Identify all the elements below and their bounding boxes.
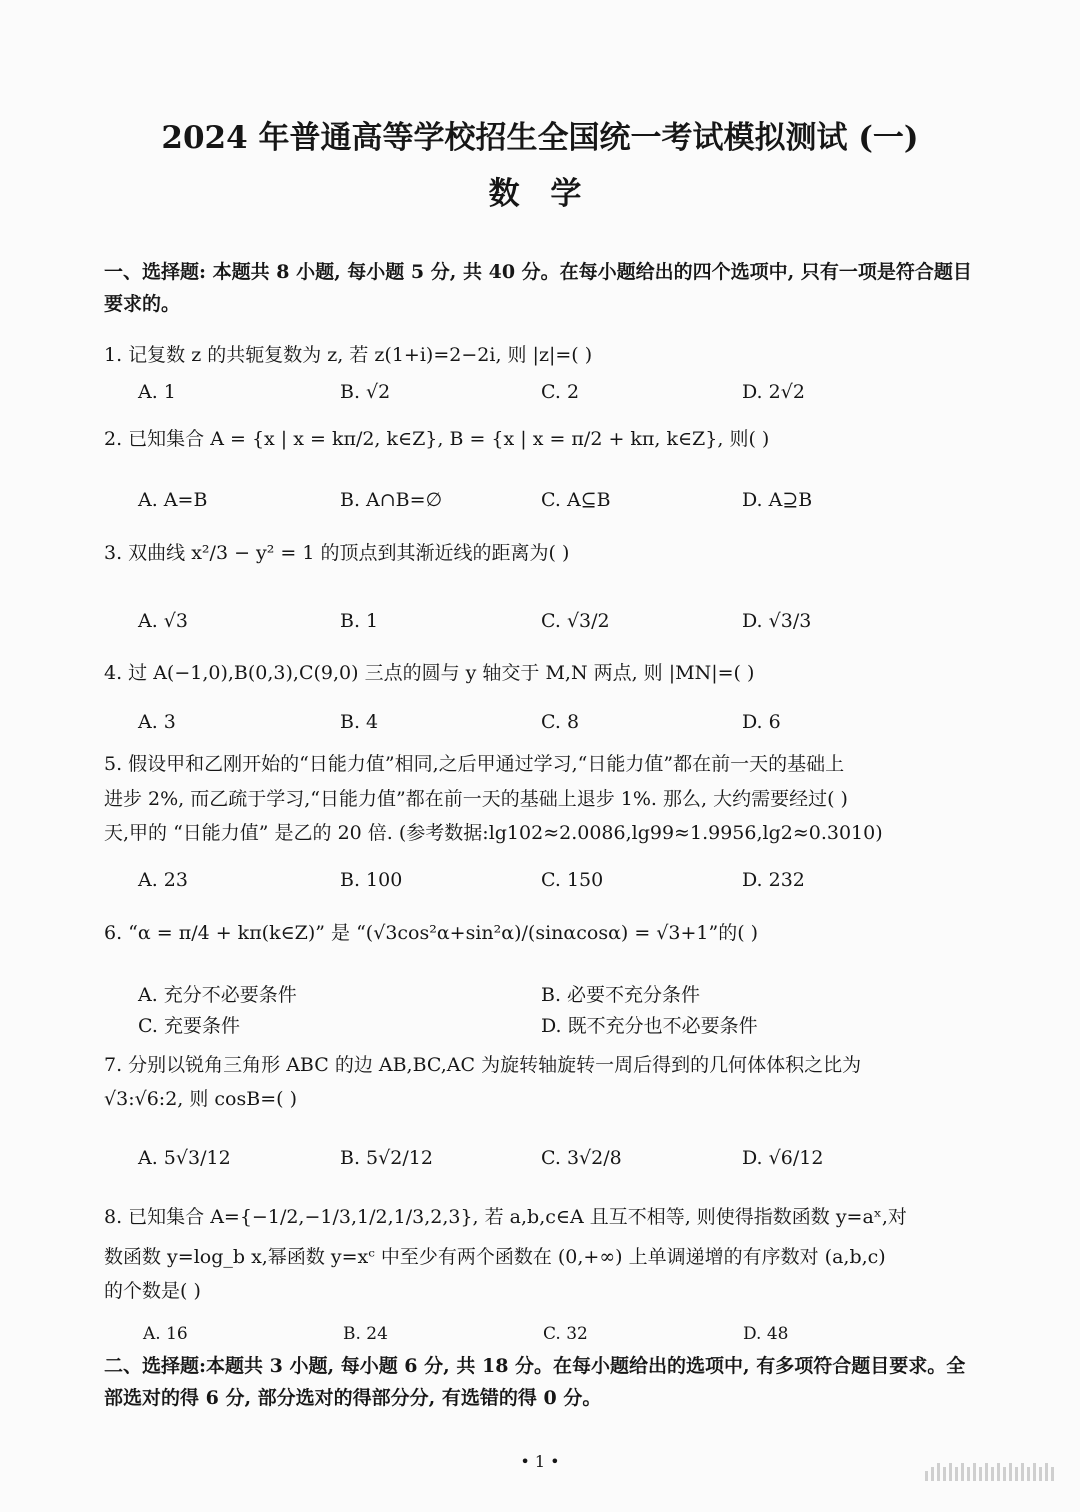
- q2-option-a: A. A=B: [138, 489, 208, 511]
- question-2-stem: 2. 已知集合 A = {x | x = kπ/2, k∈Z}, B = {x | x = π/2 + kπ, k∈Z}, 则( ): [104, 428, 770, 450]
- q4-option-b: B. 4: [340, 711, 379, 733]
- question-8-line-2: 数函数 y=log_b x,幂函数 y=xᶜ 中至少有两个函数在 (0,+∞) 上单调递增的有序数对 (a,b,c): [104, 1246, 886, 1268]
- q7-option-d: D. √6/12: [742, 1147, 824, 1169]
- question-7-line-1: 7. 分别以锐角三角形 ABC 的边 AB,BC,AC 为旋转轴旋转一周后得到的几何体体积之比为: [104, 1054, 862, 1076]
- question-8-line-1: 8. 已知集合 A={−1/2,−1/3,1/2,1/3,2,3}, 若 a,b,c∈A 且互不相等, 则使得指数函数 y=aˣ,对: [104, 1206, 907, 1228]
- section-2-heading: 二、选择题:本题共 3 小题, 每小题 6 分, 共 18 分。在每小题给出的选项中, 有多项符合题目要求。全部选对的得 6 分, 部分选对的得部分分, 有选错的得 0 分。: [104, 1355, 966, 1409]
- q5-option-a: A. 23: [138, 869, 188, 891]
- question-5-line-2: 进步 2%, 而乙疏于学习,“日能力值”都在前一天的基础上退步 1%. 那么, 大约需要经过( ): [104, 788, 848, 810]
- question-3-stem: 3. 双曲线 x²/3 − y² = 1 的顶点到其渐近线的距离为( ): [104, 542, 570, 564]
- exam-title: 2024 年普通高等学校招生全国统一考试模拟测试 (一): [161, 120, 919, 156]
- question-1-stem: 1. 记复数 z 的共轭复数为 z, 若 z(1+i)=2−2i, 则 |z|=( ): [104, 344, 593, 366]
- q4-option-c: C. 8: [541, 711, 580, 733]
- q5-option-c: C. 150: [541, 869, 604, 891]
- q7-option-c: C. 3√2/8: [541, 1147, 622, 1169]
- watermark-bars: [925, 1463, 1054, 1481]
- page-number: • 1 •: [520, 1452, 560, 1471]
- q3-option-c: C. √3/2: [541, 610, 610, 632]
- question-4-stem: 4. 过 A(−1,0),B(0,3),C(9,0) 三点的圆与 y 轴交于 M,N 两点, 则 |MN|=( ): [104, 662, 755, 684]
- q2-option-d: D. A⊇B: [742, 489, 813, 511]
- q2-set-a: A = {x | x = kπ/2, k∈Z}: [210, 428, 438, 450]
- q6-option-c: C. 充要条件: [138, 1015, 240, 1037]
- q4-option-a: A. 3: [138, 711, 176, 733]
- q7-option-b: B. 5√2/12: [340, 1147, 433, 1169]
- question-5-line-1: 5. 假设甲和乙刚开始的“日能力值”相同,之后甲通过学习,“日能力值”都在前一天的基础上: [104, 753, 845, 775]
- q2-option-c: C. A⊆B: [541, 489, 611, 511]
- q8-option-d: D. 48: [743, 1324, 789, 1344]
- q3-option-d: D. √3/3: [742, 610, 812, 632]
- subject-title: 数 学: [488, 176, 592, 212]
- q8-option-c: C. 32: [543, 1324, 588, 1344]
- q1-option-a: A. 1: [138, 381, 176, 403]
- question-5-line-3: 天,甲的 “日能力值” 是乙的 20 倍. (参考数据:lg102≈2.0086,lg99≈1.9956,lg2≈0.3010): [104, 822, 883, 844]
- q5-option-d: D. 232: [742, 869, 805, 891]
- q4-option-d: D. 6: [742, 711, 781, 733]
- q5-option-b: B. 100: [340, 869, 403, 891]
- q1-option-b: B. √2: [340, 381, 391, 403]
- q6-option-d: D. 既不充分也不必要条件: [541, 1015, 758, 1037]
- q2-suffix: , 则( ): [717, 428, 770, 450]
- q1-option-d: D. 2√2: [742, 381, 805, 403]
- q6-option-a: A. 充分不必要条件: [138, 984, 297, 1006]
- q2-set-b: B = {x | x = π/2 + kπ, k∈Z}: [449, 428, 718, 450]
- q6-option-b: B. 必要不充分条件: [541, 984, 701, 1006]
- section-1-heading: 一、选择题: 本题共 8 小题, 每小题 5 分, 共 40 分。在每小题给出的四个选项中, 只有一项是符合题目要求的。: [104, 261, 972, 315]
- question-7-line-2: √3:√6:2, 则 cosB=( ): [104, 1088, 297, 1110]
- question-6-stem: 6. “α = π/4 + kπ(k∈Z)” 是 “(√3cos²α+sin²α)/(sinαcosα) = √3+1”的( ): [104, 922, 759, 944]
- q2-option-b: B. A∩B=∅: [340, 489, 443, 511]
- q3-option-a: A. √3: [138, 610, 188, 632]
- q2-prefix: 2. 已知集合: [104, 428, 205, 450]
- q1-option-c: C. 2: [541, 381, 580, 403]
- q7-option-a: A. 5√3/12: [138, 1147, 231, 1169]
- q3-option-b: B. 1: [340, 610, 379, 632]
- q8-option-a: A. 16: [143, 1324, 188, 1344]
- q8-option-b: B. 24: [343, 1324, 388, 1344]
- question-8-line-3: 的个数是( ): [104, 1280, 201, 1302]
